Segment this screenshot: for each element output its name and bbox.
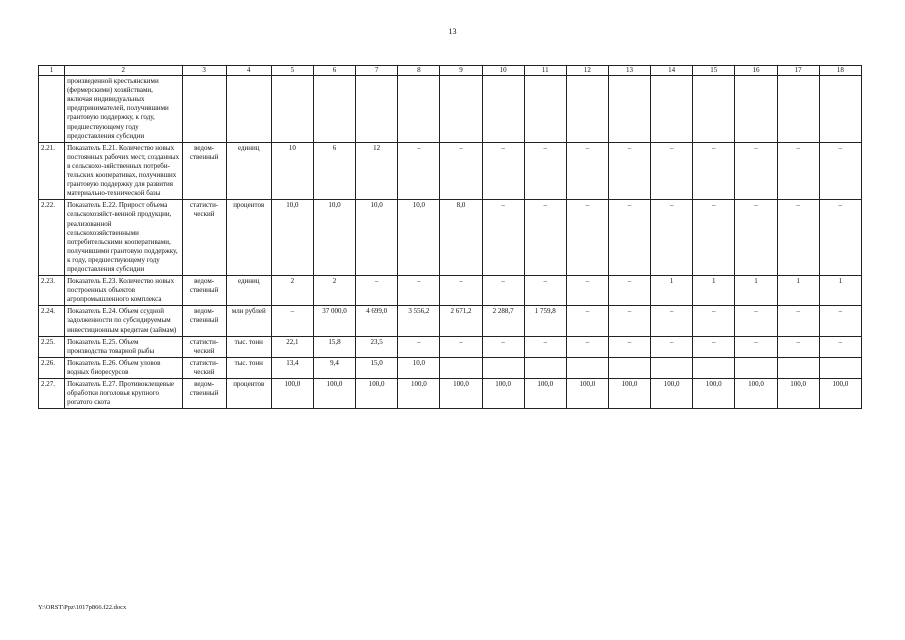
column-number-header: 17 [777, 66, 819, 76]
empty-cell [182, 76, 226, 143]
row-number-cell: 2.25. [39, 336, 65, 357]
value-cell: – [651, 142, 693, 200]
source-cell: статисти-ческий [182, 336, 226, 357]
value-cell [735, 357, 777, 378]
value-cell: – [608, 142, 650, 200]
value-cell: – [566, 200, 608, 276]
value-cell: – [566, 276, 608, 306]
column-number-header: 8 [398, 66, 440, 76]
value-cell: 100,0 [608, 379, 650, 409]
empty-cell [693, 76, 735, 143]
table-row [39, 142, 862, 200]
row-number-cell: 2.26. [39, 357, 65, 378]
empty-cell [313, 76, 355, 143]
value-cell: – [735, 142, 777, 200]
source-cell: статисти-ческий [182, 200, 226, 276]
indicator-name-cell: произведенной крестьянскими (фермерскими) хозяйствами, включая индивидуальных предпринимателей, получившими грантовую поддержку, к году, предшествующему году предоставления субсидии [65, 76, 182, 143]
source-cell: ведом-ственный [182, 306, 226, 336]
value-cell: – [356, 276, 398, 306]
value-cell [777, 357, 819, 378]
indicator-name-cell: Показатель Е.22. Прирост объема сельскохозяйст-венной продукции, реализованной сельскохозяйственными потребительскими кооперативами, получившими грантовую поддержку, к году, предшествующему году предоставления субсидии [65, 200, 182, 276]
value-cell: – [608, 276, 650, 306]
empty-cell [226, 76, 271, 143]
value-cell [693, 357, 735, 378]
value-cell: – [693, 142, 735, 200]
value-cell: – [524, 336, 566, 357]
value-cell: 6 [313, 142, 355, 200]
empty-cell [735, 76, 777, 143]
row-number-cell: 2.24. [39, 306, 65, 336]
value-cell: – [482, 142, 524, 200]
empty-cell [819, 76, 861, 143]
value-cell: – [777, 200, 819, 276]
row-number-cell: 2.23. [39, 276, 65, 306]
value-cell: 9,4 [313, 357, 355, 378]
unit-cell: процентов [226, 379, 271, 409]
value-cell: 1 [693, 276, 735, 306]
value-cell: – [777, 306, 819, 336]
value-cell: 100,0 [356, 379, 398, 409]
value-cell: 22,1 [271, 336, 313, 357]
column-number-header: 14 [651, 66, 693, 76]
value-cell: 1 [777, 276, 819, 306]
value-cell: – [819, 142, 861, 200]
unit-cell: единиц [226, 276, 271, 306]
row-number-cell: 2.27. [39, 379, 65, 409]
unit-cell: млн рублей [226, 306, 271, 336]
value-cell: – [524, 142, 566, 200]
empty-cell [566, 76, 608, 143]
value-cell: – [735, 306, 777, 336]
value-cell: – [524, 200, 566, 276]
table-row [39, 379, 862, 409]
value-cell: 2 [313, 276, 355, 306]
value-cell [482, 357, 524, 378]
value-cell: – [271, 306, 313, 336]
value-cell: – [566, 306, 608, 336]
value-cell: – [819, 336, 861, 357]
value-cell: 10,0 [313, 200, 355, 276]
value-cell [651, 357, 693, 378]
value-cell: 100,0 [398, 379, 440, 409]
table-row [39, 336, 862, 357]
value-cell: – [566, 336, 608, 357]
value-cell: 10,0 [356, 200, 398, 276]
value-cell: 2 671,2 [440, 306, 482, 336]
value-cell [819, 357, 861, 378]
page-number: 13 [448, 27, 457, 36]
table-row [39, 200, 862, 276]
value-cell: 1 [651, 276, 693, 306]
value-cell [566, 357, 608, 378]
value-cell: 100,0 [271, 379, 313, 409]
source-cell: ведом-ственный [182, 379, 226, 409]
row-number-cell: 2.22. [39, 200, 65, 276]
column-number-header: 7 [356, 66, 398, 76]
value-cell: – [608, 336, 650, 357]
value-cell: – [735, 336, 777, 357]
value-cell: 100,0 [482, 379, 524, 409]
column-number-header: 1 [39, 66, 65, 76]
value-cell: – [819, 306, 861, 336]
column-number-header: 15 [693, 66, 735, 76]
indicator-name-cell: Показатель Е.24. Объем ссудной задолженности по субсидируемым инвестиционным кредитам (займам) [65, 306, 182, 336]
empty-cell [777, 76, 819, 143]
value-cell: – [440, 142, 482, 200]
table-row [39, 357, 862, 378]
value-cell: 3 556,2 [398, 306, 440, 336]
table-body [39, 66, 862, 409]
indicator-name-cell: Показатель Е.23. Количество новых построенных объектов агропромышленного комплекса [65, 276, 182, 306]
column-number-header: 4 [226, 66, 271, 76]
empty-cell [482, 76, 524, 143]
value-cell: 1 [819, 276, 861, 306]
value-cell: 13,4 [271, 357, 313, 378]
file-path-footer: Y:\ORST\Ppz\1017p866.f22.docx [38, 604, 127, 611]
value-cell: – [651, 306, 693, 336]
column-number-header: 5 [271, 66, 313, 76]
source-cell: ведом-ственный [182, 142, 226, 200]
value-cell [440, 357, 482, 378]
value-cell: – [777, 336, 819, 357]
column-number-row [39, 66, 862, 76]
value-cell: – [819, 200, 861, 276]
unit-cell: процентов [226, 200, 271, 276]
empty-cell [440, 76, 482, 143]
empty-cell [271, 76, 313, 143]
value-cell: – [693, 306, 735, 336]
value-cell: 100,0 [693, 379, 735, 409]
value-cell: – [608, 306, 650, 336]
empty-cell [651, 76, 693, 143]
value-cell: 10,0 [271, 200, 313, 276]
table-row [39, 276, 862, 306]
table-row [39, 76, 862, 143]
column-number-header: 10 [482, 66, 524, 76]
row-number-cell [39, 76, 65, 143]
value-cell: 100,0 [524, 379, 566, 409]
value-cell: – [482, 276, 524, 306]
value-cell: 37 000,0 [313, 306, 355, 336]
value-cell: – [398, 336, 440, 357]
value-cell: 100,0 [777, 379, 819, 409]
value-cell: 12 [356, 142, 398, 200]
indicator-name-cell: Показатель Е.25. Объем производства товарной рыбы [65, 336, 182, 357]
unit-cell: тыс. тонн [226, 336, 271, 357]
value-cell [608, 357, 650, 378]
value-cell: 1 759,8 [524, 306, 566, 336]
value-cell: – [693, 336, 735, 357]
value-cell: 2 288,7 [482, 306, 524, 336]
value-cell: 100,0 [313, 379, 355, 409]
column-number-header: 6 [313, 66, 355, 76]
unit-cell: единиц [226, 142, 271, 200]
value-cell: – [398, 142, 440, 200]
column-number-header: 12 [566, 66, 608, 76]
row-number-cell: 2.21. [39, 142, 65, 200]
value-cell: – [651, 200, 693, 276]
column-number-header: 3 [182, 66, 226, 76]
column-number-header: 11 [524, 66, 566, 76]
value-cell: 2 [271, 276, 313, 306]
value-cell: – [482, 336, 524, 357]
value-cell: 100,0 [735, 379, 777, 409]
column-number-header: 13 [608, 66, 650, 76]
indicator-name-cell: Показатель Е.21. Количество новых постоянных рабочих мест, созданных в сельскохо-зяйственных потреби-тельских кооперативах, получивших грантовую поддержку для развития материально-технической базы [65, 142, 182, 200]
value-cell: – [398, 276, 440, 306]
value-cell: – [440, 276, 482, 306]
value-cell: 100,0 [651, 379, 693, 409]
value-cell: – [693, 200, 735, 276]
value-cell: 1 [735, 276, 777, 306]
value-cell: 15,8 [313, 336, 355, 357]
value-cell: – [524, 276, 566, 306]
value-cell [524, 357, 566, 378]
table-row [39, 306, 862, 336]
value-cell: 23,5 [356, 336, 398, 357]
value-cell: 10,0 [398, 200, 440, 276]
value-cell: – [566, 142, 608, 200]
value-cell: – [440, 336, 482, 357]
column-number-header: 2 [65, 66, 182, 76]
value-cell: – [482, 200, 524, 276]
value-cell: 10 [271, 142, 313, 200]
value-cell: – [651, 336, 693, 357]
column-number-header: 16 [735, 66, 777, 76]
value-cell: – [777, 142, 819, 200]
indicator-name-cell: Показатель Е.26. Объем уловов водных биоресурсов [65, 357, 182, 378]
value-cell: 8,0 [440, 200, 482, 276]
value-cell: 15,0 [356, 357, 398, 378]
value-cell: – [608, 200, 650, 276]
empty-cell [608, 76, 650, 143]
value-cell: – [735, 200, 777, 276]
value-cell: 100,0 [440, 379, 482, 409]
source-cell: ведом-ственный [182, 276, 226, 306]
empty-cell [356, 76, 398, 143]
value-cell: 100,0 [819, 379, 861, 409]
empty-cell [524, 76, 566, 143]
column-number-header: 18 [819, 66, 861, 76]
empty-cell [398, 76, 440, 143]
column-number-header: 9 [440, 66, 482, 76]
value-cell: 100,0 [566, 379, 608, 409]
value-cell: 4 699,0 [356, 306, 398, 336]
value-cell: 10,0 [398, 357, 440, 378]
source-cell: статисти-ческий [182, 357, 226, 378]
indicator-name-cell: Показатель Е.27. Противоклещевые обработки поголовья крупного рогатого скота [65, 379, 182, 409]
unit-cell: тыс. тонн [226, 357, 271, 378]
indicators-table [38, 65, 862, 409]
